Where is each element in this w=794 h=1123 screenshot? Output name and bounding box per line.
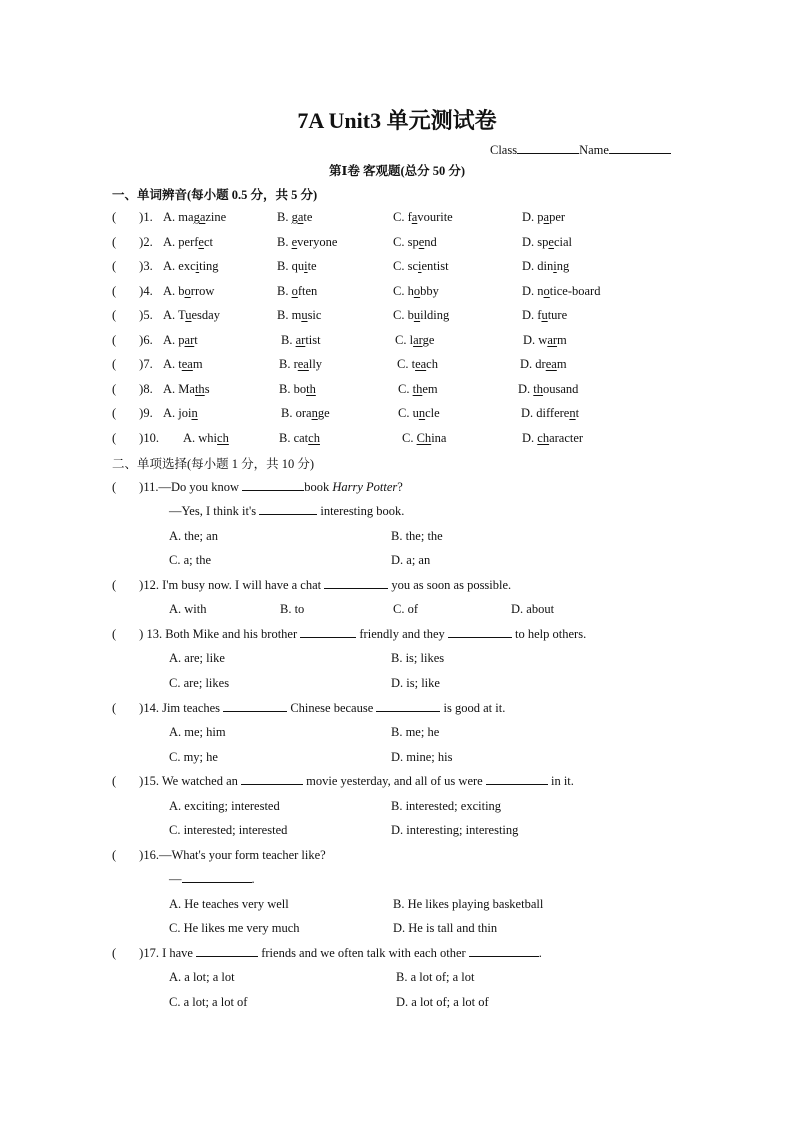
q13-option-c[interactable]: C. are; likes <box>169 676 230 690</box>
q16-option-c[interactable]: C. He likes me very much <box>169 921 300 935</box>
q8-option-d[interactable]: D. thousand <box>518 381 579 396</box>
q8-option-a[interactable]: A. Maths <box>163 381 210 396</box>
q11-option-c[interactable]: C. a; the <box>169 553 212 567</box>
blank <box>223 701 287 712</box>
q11-option-b[interactable]: B. the; the <box>391 529 443 543</box>
q13-option-d[interactable]: D. is; like <box>391 676 440 690</box>
underlined-letters: n <box>569 406 576 420</box>
q14-option-c[interactable]: C. my; he <box>169 750 218 764</box>
underlined-letters: u <box>301 308 308 322</box>
underlined-letters: ea <box>297 357 309 371</box>
class-blank <box>517 142 579 154</box>
q5-option-a[interactable]: A. Tuesday <box>163 308 220 322</box>
q3-option-a[interactable]: A. exciting <box>163 259 219 273</box>
blank <box>324 578 388 589</box>
q12-option-b[interactable]: B. to <box>280 602 305 616</box>
q2-option-c[interactable]: C. spend <box>393 234 437 249</box>
q9-option-a[interactable]: A. join <box>163 406 198 420</box>
underlined-letters: o <box>184 283 191 298</box>
underlined-letters: o <box>543 283 550 298</box>
underlined-letters: a <box>543 210 550 224</box>
question-11-line2: —Yes, I think it's interesting book. <box>169 504 405 518</box>
q14-option-a[interactable]: A. me; him <box>169 725 226 739</box>
q17-option-c[interactable]: C. a lot; a lot of <box>169 995 248 1009</box>
blank <box>196 946 258 957</box>
q4-option-c[interactable]: C. hobby <box>393 283 439 298</box>
underlined-letters: ea <box>545 357 557 371</box>
underlined-letters: u <box>185 308 192 322</box>
underlined-letters: e <box>198 234 204 249</box>
q15-option-c[interactable]: C. interested; interested <box>169 823 288 837</box>
question-11: ( )11.—Do you know book Harry Potter? <box>112 480 403 494</box>
question-4-number: ( )4. <box>112 283 153 298</box>
q8-option-b[interactable]: B. both <box>279 381 316 396</box>
blank <box>300 627 356 638</box>
underlined-letters: e <box>548 234 554 249</box>
q11-option-a[interactable]: A. the; an <box>169 529 218 543</box>
q10-option-a[interactable]: A. which <box>183 430 229 445</box>
q5-option-b[interactable]: B. music <box>277 308 322 322</box>
underlined-letters: th <box>194 381 205 396</box>
name-blank <box>609 142 671 154</box>
question-9-number: ( )9. <box>112 406 153 420</box>
q3-option-b[interactable]: B. quite <box>277 259 317 273</box>
underlined-letters: a <box>411 210 418 224</box>
q9-option-d[interactable]: D. different <box>521 406 580 420</box>
underlined-letters: i <box>418 259 422 273</box>
section1-heading: 一、单词辨音(每小题 0.5 分，共 5 分) <box>112 188 318 202</box>
blank <box>376 701 440 712</box>
underlined-letters: u <box>541 308 548 322</box>
question-3-number: ( )3. <box>112 259 153 273</box>
q16-option-d[interactable]: D. He is tall and thin <box>393 921 498 935</box>
underlined-letters: e <box>418 234 425 249</box>
class-name-line <box>490 142 671 158</box>
question-2-number: ( )2. <box>112 234 153 249</box>
q5-option-d[interactable]: D. future <box>522 308 568 322</box>
q10-option-b[interactable]: B. catch <box>279 430 320 445</box>
q4-option-a[interactable]: A. borrow <box>163 283 215 298</box>
underlined-letters: ar <box>413 332 423 347</box>
underlined-letters: ch <box>537 430 550 445</box>
q14-option-b[interactable]: B. me; he <box>391 725 440 739</box>
question-1-number: ( )1. <box>112 210 153 224</box>
question-12: ( )12. I'm busy now. I will have a chat you as soon as possible. <box>112 578 512 592</box>
underlined-letters: Ch <box>416 430 432 445</box>
underlined-letters: o <box>413 283 421 298</box>
question-14: ( )14. Jim teaches Chinese because is good at it. <box>112 701 506 715</box>
part-title: 第Ⅰ卷 客观题(总分 50 分) <box>328 164 466 178</box>
underlined-letters: th <box>533 381 544 396</box>
page-title: 7A Unit3 单元测试卷 <box>297 108 497 133</box>
q10-option-c[interactable]: C. China <box>402 430 447 445</box>
q13-option-a[interactable]: A. are; like <box>169 651 225 665</box>
q1-option-c[interactable]: C. favourite <box>393 210 453 224</box>
blank <box>242 480 304 491</box>
q14-option-d[interactable]: D. mine; his <box>391 750 453 764</box>
question-13: ( ) 13. Both Mike and his brother friendly and they to help others. <box>112 627 587 641</box>
q1-option-d[interactable]: D. paper <box>522 210 566 224</box>
section2-heading: 二、单项选择(每小题 1 分，共 10 分) <box>112 457 315 471</box>
underlined-letters: e <box>291 234 298 249</box>
question-8-number: ( )8. <box>112 381 153 396</box>
q3-option-d[interactable]: D. dining <box>522 259 570 273</box>
q17-option-b[interactable]: B. a lot of; a lot <box>396 970 475 984</box>
blank <box>469 946 539 957</box>
question-15: ( )15. We watched an movie yesterday, and all of us were in it. <box>112 774 574 788</box>
underlined-letters: ea <box>415 357 427 371</box>
q15-option-a[interactable]: A. exciting; interested <box>169 799 280 813</box>
q9-option-b[interactable]: B. orange <box>281 406 330 420</box>
q12-option-c[interactable]: C. of <box>393 602 418 616</box>
blank <box>448 627 512 638</box>
question-10-number: ( )10. <box>112 430 159 445</box>
q15-option-d[interactable]: D. interesting; interesting <box>391 823 519 837</box>
q6-option-c[interactable]: C. large <box>395 332 435 347</box>
q12-option-d[interactable]: D. about <box>511 602 555 616</box>
q7-option-a[interactable]: A. team <box>163 357 203 371</box>
q6-option-a[interactable]: A. part <box>163 332 198 347</box>
q4-option-d[interactable]: D. notice-board <box>522 283 601 298</box>
name-label: Name <box>579 143 609 157</box>
q2-option-d[interactable]: D. special <box>522 234 573 249</box>
underlined-letters: n <box>191 406 198 420</box>
question-16: ( )16.—What's your form teacher like? <box>112 848 326 862</box>
q1-option-b[interactable]: B. gate <box>277 210 313 224</box>
blank <box>486 774 548 785</box>
underlined-letters: ga <box>291 210 304 224</box>
q12-option-a[interactable]: A. with <box>169 602 207 616</box>
q11-option-d[interactable]: D. a; an <box>391 553 431 567</box>
blank <box>259 504 317 515</box>
q16-option-a[interactable]: A. He teaches very well <box>169 897 289 911</box>
q4-option-b[interactable]: B. often <box>277 283 318 298</box>
q7-option-c[interactable]: C. teach <box>397 357 438 371</box>
q15-option-b[interactable]: B. interested; exciting <box>391 799 502 813</box>
question-6-number: ( )6. <box>112 332 153 347</box>
underlined-letters: ch <box>217 430 229 445</box>
underlined-letters: i <box>304 259 308 273</box>
underlined-letters: ea <box>181 357 193 371</box>
underlined-letters: th <box>306 381 316 396</box>
underlined-letters: ar <box>547 332 558 347</box>
underlined-letters: ar <box>184 332 195 347</box>
underlined-letters: ar <box>295 332 306 347</box>
q17-option-d[interactable]: D. a lot of; a lot of <box>396 995 489 1009</box>
underlined-letters: ch <box>308 430 320 445</box>
underlined-letters: ga <box>193 210 206 224</box>
underlined-letters: o <box>291 283 298 298</box>
question-17: ( )17. I have friends and we often talk with each other . <box>112 946 542 960</box>
question-7-number: ( )7. <box>112 357 153 371</box>
q6-option-d[interactable]: D. warm <box>523 332 567 347</box>
q1-option-a[interactable]: A. magazine <box>163 210 227 224</box>
question-5-number: ( )5. <box>112 308 153 322</box>
underlined-letters: i <box>553 259 557 273</box>
blank <box>182 872 252 883</box>
q7-option-b[interactable]: B. really <box>279 357 323 371</box>
underlined-letters: n <box>311 406 318 420</box>
q17-option-a[interactable]: A. a lot; a lot <box>169 970 235 984</box>
underlined-letters: n <box>418 406 426 420</box>
q9-option-c[interactable]: C. uncle <box>398 406 440 420</box>
q16-option-b[interactable]: B. He likes playing basketball <box>393 897 544 911</box>
question-16-line2: — . <box>169 872 255 886</box>
q10-option-d[interactable]: D. character <box>522 430 584 445</box>
q2-option-b[interactable]: B. everyone <box>277 234 338 249</box>
underlined-letters: th <box>412 381 423 396</box>
q13-option-b[interactable]: B. is; likes <box>391 651 445 665</box>
q2-option-a[interactable]: A. perfect <box>163 234 213 249</box>
blank <box>241 774 303 785</box>
q3-option-c[interactable]: C. scientist <box>393 259 449 273</box>
q6-option-b[interactable]: B. artist <box>281 332 321 347</box>
class-label: Class <box>490 143 518 157</box>
q8-option-c[interactable]: C. them <box>398 381 438 396</box>
underlined-letters: i <box>195 259 200 273</box>
q7-option-d[interactable]: D. dream <box>520 357 567 371</box>
underlined-letters: u <box>413 308 421 322</box>
q5-option-c[interactable]: C. building <box>393 308 450 322</box>
